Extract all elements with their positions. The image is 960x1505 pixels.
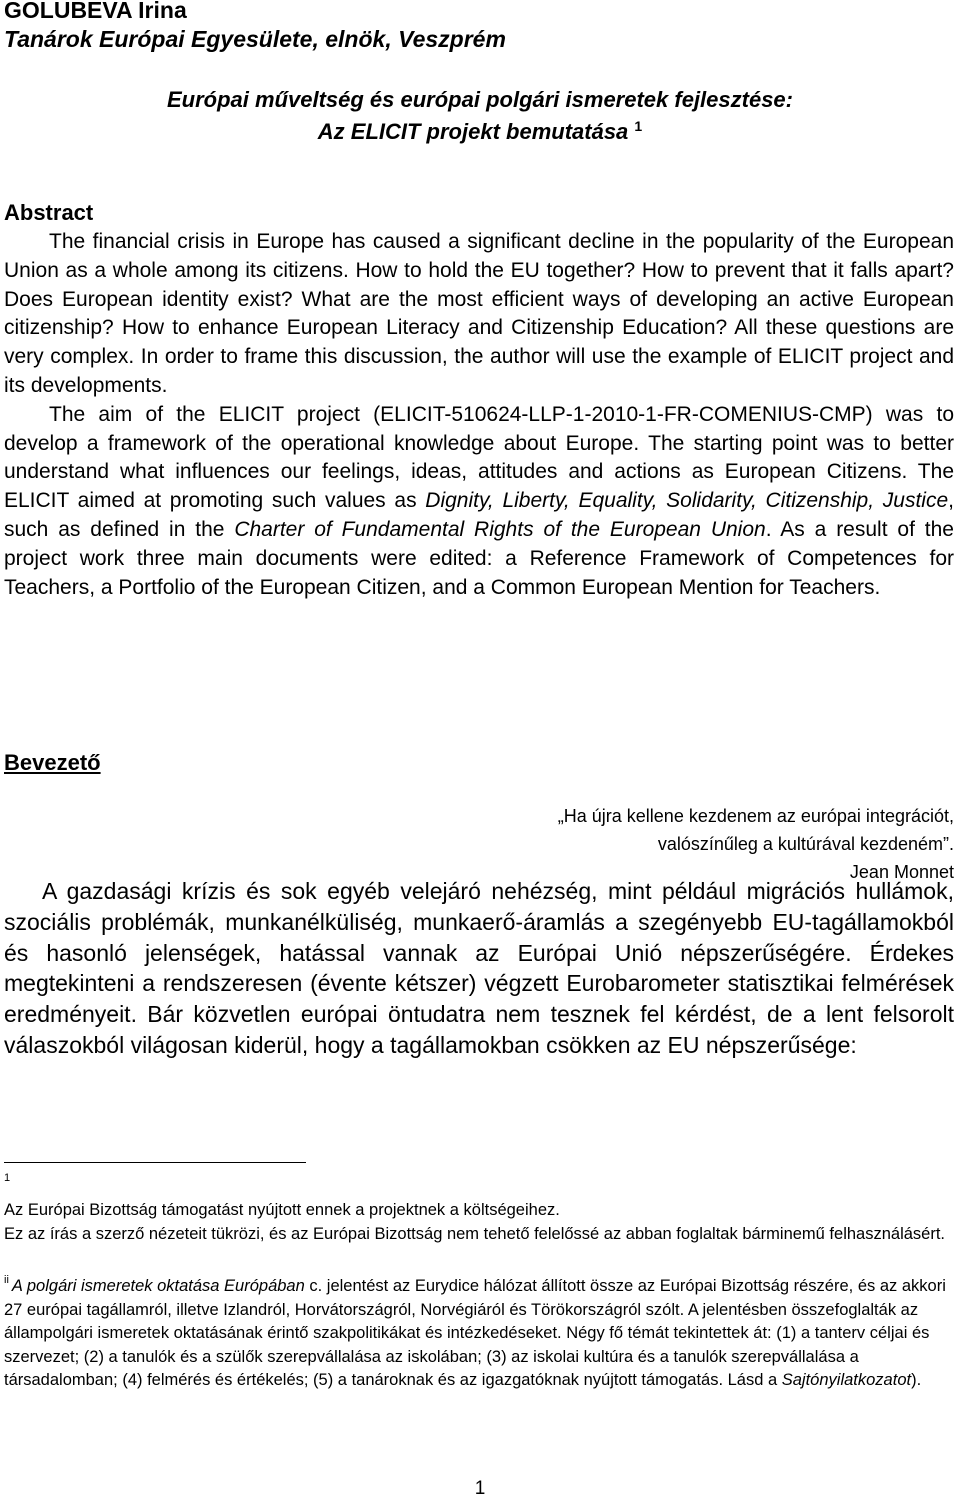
quote-author: Jean Monnet xyxy=(849,862,954,882)
title-line-1: Európai műveltség és európai polgári ismeretek fejlesztése: xyxy=(166,87,793,112)
abstract-heading: Abstract xyxy=(4,200,94,225)
footnote-2-end: ). xyxy=(911,1371,922,1389)
footnote-separator xyxy=(4,1162,306,1163)
author-name: GOLUBEVA Irina xyxy=(4,0,187,23)
charter-title: Charter of Fundamental Rights of the European Union xyxy=(234,517,766,541)
epigraph-quote xyxy=(558,802,954,886)
abstract-paragraph-2 xyxy=(4,401,954,603)
footnote-2-report-title: A polgári ismeretek oktatása Európában xyxy=(11,1277,305,1295)
abstract-paragraph-1: The financial crisis in Europe has caused a significant decline in the popularity of the European Union as a whole among its citizens. How to hold the EU together? How to prevent that it falls apart? Does European identity exist? What are the most efficient ways of developing an active European citizenship? How to enhance European Literacy and Citizenship Education? All these questions are very complex. In order to frame this discussion, the author will use the example of ELICIT project and its developments. xyxy=(4,230,954,397)
footnote-1-marker: 1 xyxy=(4,1172,11,1184)
footnote-1-line-1: Az Európai Bizottság támogatást nyújtott ennek a projektnek a költségeihez. xyxy=(4,1201,560,1219)
title-footnote-ref: 1 xyxy=(634,118,643,134)
footnote-2-text: c. jelentést az Eurydice hálózat állított össze az Európai Bizottság részére, és az akkori 27 európai tagállamról, illetve Izlandról, Horvátországról, Norvégiáról és Törökországról szólt. A jelentésben összefoglalták az állampolgári ismeretek oktatásának érintő szakpolitikákat és intézkedéseket. Négy fő témát tekintettek át: (1) a tanterv céljai és szervezet; (2) a tanulók és a szülők szerepvállalása az iskolában; (3) az iskolai kultúra és a tanulók szerepvállalása a társadalomban; (4) felmérés és értékelés; (5) a tanároknak és az igazgatóknak nyújtott támogatás. Lásd a xyxy=(4,1277,946,1389)
press-release-link[interactable]: Sajtónyilatkozatot xyxy=(781,1371,912,1389)
footnotes xyxy=(4,1172,949,1393)
introduction-paragraph: A gazdasági krízis és sok egyéb velejáró nehézség, mint például migrációs hullámok, szociális problémák, munkanélküliség, munkaerő-áramlás a szegényebb EU-tagállamokból és hasonló jelenségek, hatással vannak az Európai Unió népszerűségére. Érdekes megtekinteni a rendszeresen (évente kétszer) végzett Eurobarometer statisztikai felmérések eredményeit. Bár közvetlen európai öntudatra nem tesznek fel kérdést, de a lent felsorolt válaszokból világosan kiderül, hogy a tagállamokban csökken az EU népszerűsége: xyxy=(4,878,954,1058)
footnote-2-marker: ii xyxy=(4,1274,9,1286)
quote-line-2: valószínűleg a kultúrával kezdeném”. xyxy=(657,834,954,854)
footnote-1-line-2: Ez az írás a szerző nézeteit tükrözi, és az Európai Bizottság nem tehető felelőssé az abban foglaltak bárminemű felhasználásért. xyxy=(4,1224,945,1243)
introduction-body xyxy=(4,876,954,1061)
author-affiliation: Tanárok Európai Egyesülete, elnök, Veszprém xyxy=(4,26,506,52)
quote-line-1: „Ha újra kellene kezdenem az európai integrációt, xyxy=(557,806,954,826)
footnote-2 xyxy=(4,1269,949,1393)
abstract-body xyxy=(4,228,954,602)
abstract-text: The aim of the ELICIT project (ELICIT-510624-LLP-1-2010-1-FR-COMENIUS-CMP) was to develop a framework of the operational knowledge about Europe. The starting point was to better understand what influences our feelings, ideas, attitudes and actions as European Citizens. The ELICIT aimed at promoting such values as xyxy=(4,402,954,513)
paper-title xyxy=(0,86,960,145)
values-list: Dignity, Liberty, Equality, Solidarity, Citizenship, Justice xyxy=(425,489,949,513)
page-number: 1 xyxy=(474,1478,486,1499)
abstract-text: , such as defined in the xyxy=(4,489,954,541)
abstract-text: . As a result of the project work three main documents were edited: a Reference Framework of Competences for Teachers, a Portfolio of the European Citizen, and a Common European Mention for Teachers. xyxy=(4,517,954,599)
section-heading-introduction: Bevezető xyxy=(4,750,101,775)
title-line-2: Az ELICIT projekt bemutatása xyxy=(317,119,629,144)
